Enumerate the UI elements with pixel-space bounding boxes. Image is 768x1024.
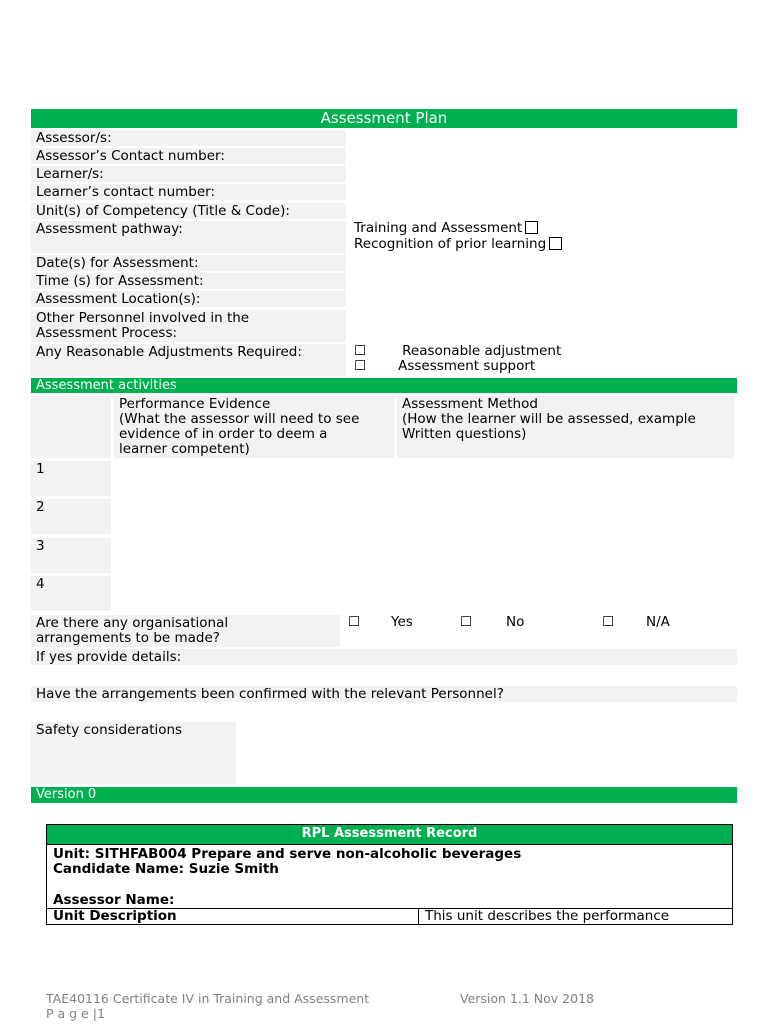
footer-page-label: P a g e | (46, 1006, 97, 1021)
assessor-contact-label: Assessor’s Contact number: (31, 148, 346, 164)
pathway-option-training (354, 221, 614, 237)
pathway-option-rpl-label: Recognition of prior learning (354, 236, 547, 252)
evidence-header-line2: (What the assessor will need to see (119, 411, 360, 427)
times-label: Time (s) for Assessment: (31, 273, 346, 289)
rpl-assessor-name: Assessor Name: (53, 892, 175, 908)
learner-label: Learner/s: (31, 166, 346, 182)
method-header-line3: Written questions) (402, 426, 527, 442)
yes-label: Yes (391, 614, 413, 630)
other-personnel-label (31, 310, 346, 342)
learner-contact-label: Learner’s contact number: (31, 184, 346, 200)
units-label: Unit(s) of Competency (Title & Code): (31, 203, 346, 219)
pathway-label: Assessment pathway: (31, 221, 346, 253)
yes-checkbox[interactable]: ☐ (348, 614, 361, 630)
activity-row-number: 1 (31, 461, 111, 496)
version-bar: Version 0 (31, 787, 737, 803)
na-label: N/A (646, 614, 670, 630)
method-header-line1: Assessment Method (402, 396, 538, 412)
footer-page-number: 1 (96, 1006, 105, 1021)
rpl-candidate-name: Candidate Name: Suzie Smith (53, 861, 279, 877)
org-arrangements-question (31, 615, 340, 647)
adjust-option-support (354, 359, 594, 375)
reasonable-checkbox[interactable]: ☐ (354, 343, 367, 359)
no-checkbox[interactable]: ☐ (460, 614, 473, 630)
rpl-unit-description-value: This unit describes the performance (425, 908, 670, 924)
evidence-header-line4: learner competent) (119, 441, 250, 457)
assessment-support-label: Assessment support (398, 358, 536, 374)
training-checkbox[interactable] (525, 221, 538, 234)
no-label: No (506, 614, 525, 630)
rpl-title-bar: RPL Assessment Record (47, 825, 732, 845)
pathway-option-training-label: Training and Assessment (354, 220, 523, 236)
assessment-method-header (397, 396, 734, 458)
assessment-activities-bar: Assessment activities (31, 378, 737, 393)
adjustments-label: Any Reasonable Adjustments Required: (31, 344, 346, 376)
rpl-checkbox[interactable] (549, 237, 562, 250)
other-personnel-line2: Assessment Process: (36, 325, 178, 341)
performance-evidence-header (114, 396, 394, 458)
details-label: If yes provide details: (31, 649, 737, 665)
rpl-unit-description-label: Unit Description (53, 908, 177, 924)
other-personnel-line1: Other Personnel involved in the (36, 310, 250, 326)
arrangements-confirmed-label: Have the arrangements been confirmed with the relevant Personnel? (31, 686, 737, 702)
footer-page (46, 1006, 246, 1021)
org-question-line1: Are there any organisational (36, 615, 229, 631)
pathway-option-rpl (354, 237, 614, 253)
footer-version: Version 1.1 Nov 2018 (460, 991, 594, 1006)
assessment-plan-title-bar (31, 109, 737, 128)
reasonable-adjustment-label: Reasonable adjustment (402, 343, 562, 359)
activity-row-number: 2 (31, 499, 111, 534)
activity-row-number: 3 (31, 538, 111, 573)
dates-label: Date(s) for Assessment: (31, 255, 346, 271)
location-label: Assessment Location(s): (31, 291, 346, 307)
activity-row-number: 4 (31, 576, 111, 611)
rpl-unit: Unit: SITHFAB004 Prepare and serve non-alcoholic beverages (53, 846, 522, 862)
assessor-label: Assessor/s: (31, 130, 346, 146)
activities-corner-cell (31, 396, 111, 458)
support-checkbox[interactable]: ☐ (354, 358, 367, 374)
rpl-assessment-record (46, 824, 733, 925)
org-question-line2: arrangements to be made? (36, 630, 220, 646)
footer-course-title: TAE40116 Certificate IV in Training and Assessment (46, 991, 370, 1006)
method-header-line2: (How the learner will be assessed, example (402, 411, 696, 427)
na-checkbox[interactable]: ☐ (602, 614, 615, 630)
evidence-header-line3: evidence of in order to deem a (119, 426, 328, 442)
rpl-column-divider (418, 908, 419, 924)
evidence-header-line1: Performance Evidence (119, 396, 271, 412)
assessment-plan-title: Assessment Plan (320, 109, 448, 127)
safety-considerations-label: Safety considerations (31, 722, 236, 784)
